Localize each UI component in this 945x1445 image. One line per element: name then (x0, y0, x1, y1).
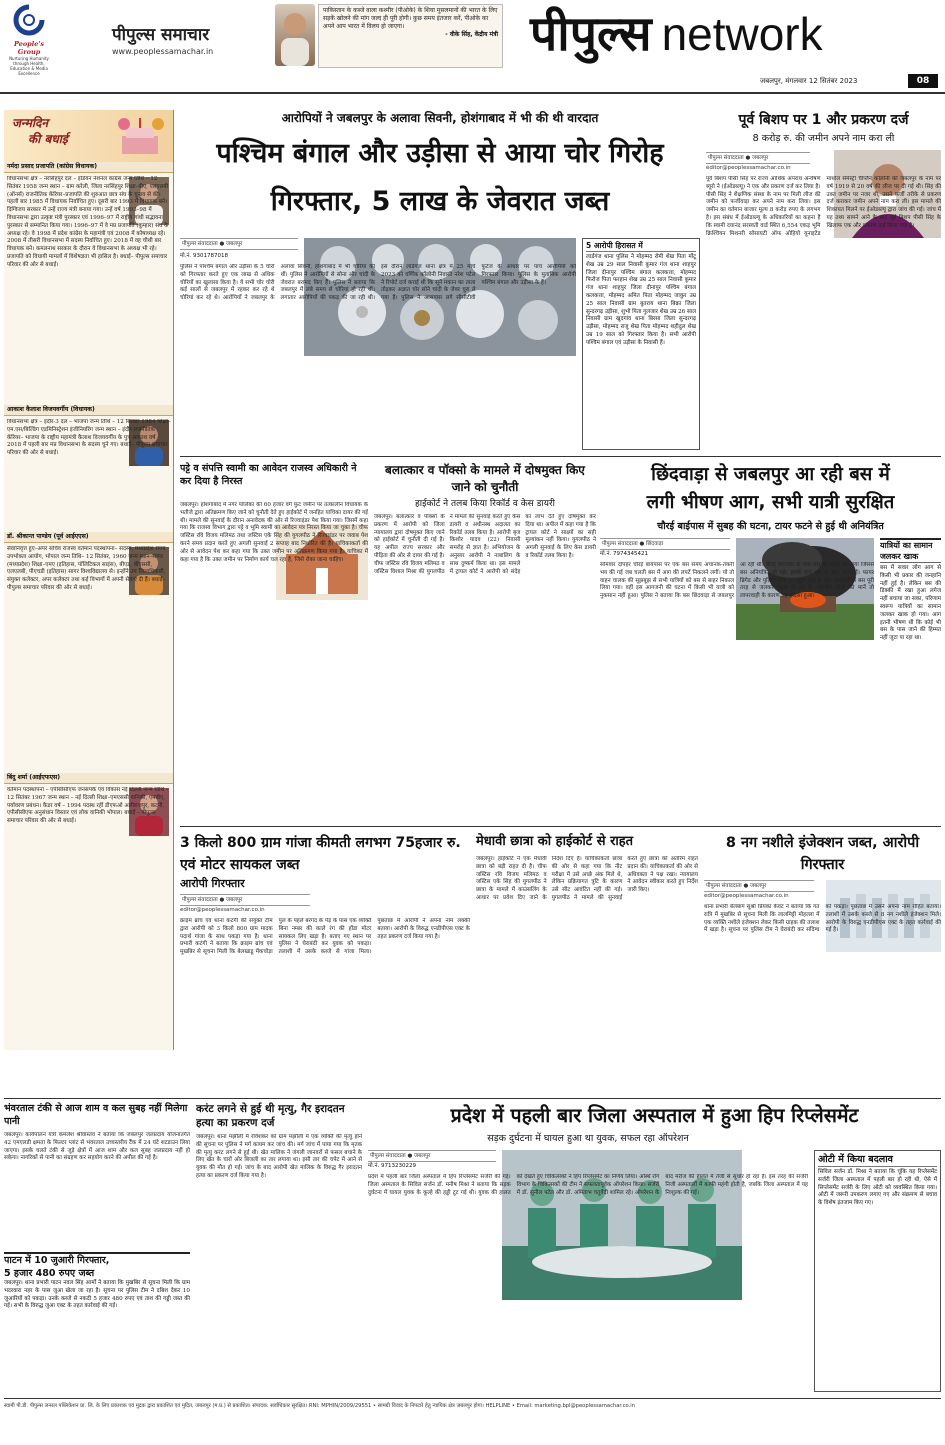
story1-box-body: लार्डगंज थाना पुलिस ने मोहम्मद रोमी शेख पिता मोंटू शेख उम्र 29 साल निवासी कुमार गंज थाना शाहपुर जिला दीनापुर पश्चिम बंगाल कलकत्ता, मोहम्मद फिरोज पिता फरहान शेख उम्र 25 साल निवासी कुमार गंज थाना शाहपुर जिला दीनापुर पश्चिम बंगाल कलकत्ता, मोहम्मद अमित पिता मोहम्मद जाकुर उम्र 25 साल निवासी ग्राम बुतराय थाना बिक्रा जिला सुन्दरगढ़ उड़ीसा, शुभो पिता गुलजार शेख उम्र 26 साल निवासी ग्राम खुदगांव थाना बिरसा जिला सुन्दरगढ़ उड़ीसा, मोहम्मद राजु शेख पिता मोहम्मद शहीदुल शेख उम्र 19 साल को गिरफ्तार किया है। सभी आरोपी पश्चिम बंगाल एवं उड़ीसा के निवासी हैं। (586, 254, 697, 346)
story7-body: जबलपुर। हाईकोर्ट ने एक मेधावी छात्रा को बड़ी राहत दी है। चीफ जस्टिस रवि विजय मलिमठ व जस्टिस एके सिंह की युगलपीठ ने छात्रा के मामले में काउंसलिंग के आधार पर प्रवेश दिए जाने के निर्देश दिए हैं। याचिकाकर्ता छात्रा की ओर से कहा गया कि नीट परीक्षा में उसे अच्छे अंक मिले थे, लेकिन प्रक्रियागत त्रुटि के कारण उसे सीट आवंटित नहीं की गई। युगलपीठ ने मामले की सुनवाई करते हुए छात्रा को अंतरिम राहत प्रदान की। याचिकाकर्ता की ओर से अधिवक्ता ने पक्ष रखा। न्यायालय ने आवेदन स्वीकार करते हुए निर्देश जारी किए। (476, 856, 698, 901)
story6-email[interactable]: editor@peoplessamachar.co.in (180, 907, 265, 913)
brand-name[interactable]: पीपुल्स समाचार (112, 25, 210, 45)
story8-body: थाना प्रभारी बेलबाग सुश्री प्रियंका केवट ने बताया कि गत रात्रि में मुखबिर से सूचना मिली कि लालमिट्टी मोहल्ला में एक व्यक्ति नशीले इंजेक्शन लेकर किसी ग्राहक की तलाश में खड़ा है। सूचना पर पुलिस टीम ने घेराबंदी कर संदिग्ध को पकड़ा। पूछताछ में उसने अपना नाम रोहित बताया। तलाशी में उसके कब्जे से 8 नग नशीले इंजेक्शन मिले। आरोपी के विरुद्ध एनडीपीएस एक्ट के तहत कार्रवाई की गई है। (704, 904, 941, 934)
story9-box-title: पाटन में 10 जुआरी गिरफ्तार, (4, 1255, 110, 1266)
website[interactable]: www.peoplessamachar.in (112, 47, 214, 56)
dateline: जबलपुर, मंगलवार 12 सितंबर 2023 (760, 77, 858, 85)
birthday-2 (4, 416, 173, 532)
story11-box-body: सिविल सर्जन डॉ. मिश्रा ने बताया कि चूंकि यह रिप्लेसमेंट सर्जरी जिला अस्पताल में पहली बार हो रही थी, ऐसे में सिप्लेसमेंट सर्जरी के लिए ओटी को व्यवस्थित किया गया। ओटी में जरूरी उपकरण लगाए गए और संक्रमण से बचाव के विशेष इंतजाम किए गए। (818, 1169, 937, 1207)
birthday-1-heading: नर्मदा प्रसाद प्रजापति (कांग्रेस विधायक) (4, 162, 173, 173)
story2-body: पूर्व बिशप पीसी सिंह पर राज्य आर्थिक अपराध अन्वेषण ब्यूरो ने (ईओडब्ल्यू) ने एक और प्रकरण दर्ज कर लिया है। पीसी सिंह ने शैक्षणिक संस्था के नाम पर मिली लीज की जमीन को फर्जीवाड़ा कर अपने नाम करा लिया। इस जमीन का वर्तमान बाजार मूल्य 8 करोड़ रुपए के लगभग है। इस संबंध में ईओडब्ल्यू के अधिकारियों का कहना है कि स्वामी दयानंद सरस्वती वार्ड स्थित 6,554 एकड़ भूमि क्रिश्चियन मिशनरी सोसायटी ऑफ ओहियो यूनाइटेड मार्थोल सेमेंस्ट्री चैप्लिन कॉलोनी को जबलपुर के नाम पर वर्ष 1919 से 20 वर्ष की लीज पर दी गई थी। सिंह की उक्त जमीन पर नजर थी, उसने फर्जी तरीके से प्रकरण दर्ज कराकर जमीन अपने नाम करा ली। इस मामले की शिकायत मिलने पर ईओडब्ल्यू द्वारा जांच की गई। जांच में यह तथ्य सामने आने के बाद पूर्व बिशप पीसी सिंह के खिलाफ एक और प्रकरण दर्ज किया गया है। (706, 176, 941, 237)
network-eng: network (661, 8, 823, 60)
birthday-2-heading: आकाश कैलाश विजयवर्गीय (विधायक) (4, 405, 173, 416)
quote-portrait (275, 4, 315, 66)
story-student-relief[interactable] (476, 832, 698, 1094)
story5-sidebar (880, 538, 941, 820)
birthday-column (4, 110, 174, 1050)
story-lease-application[interactable] (180, 462, 368, 822)
story1-byline: पीपुल्स संवाददाता ● जबलपुर (180, 238, 298, 250)
story8-byline: पीपुल्स संवाददाता ● जबलपुर (704, 880, 814, 892)
story-ganja[interactable] (180, 832, 470, 1094)
story2-email[interactable]: editor@peoplessamachar.co.in (706, 165, 791, 171)
story1-headline[interactable]: पश्चिम बंगाल और उड़ीसा से आया चोर गिरोह गिरफ्तार, 5 लाख के जेवरात जब्त (216, 138, 664, 217)
story5-byline: पीपुल्स संवाददाता ● छिंदवाड़ा (600, 538, 730, 550)
story9-box-body: जबलपुर। थाना प्रभारी पाटन नवल सिंह आर्मो ने बताया कि मुखबिर से सूचना मिली कि ग्राम भदरवारा नहर के पास जुआ खेला जा रहा है। सूचना पर पुलिस टीम ने दबिश देकर 10 जुआरियों को पकड़ा। उनके कब्जे से नकदी 5 हजार 480 रुपए एवं ताश की गड्डी जब्त की गई। सभी के विरुद्ध जुआ एक्ट के तहत कार्रवाई की गई। (4, 1280, 190, 1310)
birthday-2-body: विधानसभा क्षेत्र – इंदौर-3 दल – भाजपा जन्म तिथि – 12 सितंबर 1984 शिक्षा–एम.एस/बिल्डिंग एडमिनिस्ट्रेशन इंजीनियरिंग जन्म स्थान – इंदौर राजनीतिक कॅरियर– भाजपा के राष्ट्रीय महामंत्री कैलाश विजयवर्गीय के पुत्र आकाश वर्ष 2018 में पहली बार मप्र विधानसभा के सदस्य चुने गए। बधाई– पीपुल्स समाचार परिवार की ओर से बधाई। (7, 419, 171, 457)
story11-byline: पीपुल्स संवाददाता ● जबलपुर (368, 1150, 496, 1162)
story-bus-fire[interactable] (600, 462, 941, 822)
story3-body: जबलपुर। होशंगाबाद में नगर पालिका की 60 हजार वर्ग फुट जमीन पर तत्कालीन विधायक के भतीजे द्वारा अतिक्रमण किए जाने को चुनौती देते हुए हाईकोर्ट में जनहित याचिका दायर की गई थी। मामले की सुनवाई के दौरान अनावेदक की ओर से रिज्वाइंडर पेश किया गया। जिसमें कहा गया कि राजस्व विभाग द्वारा पट्टे व भूमि स्वामी का आवेदन पत्र निरस्त किया जा चुका है। चीफ जस्टिस रवि विजय मलिमठ तथा जस्टिस एके सिंह की युगलपीठ ने रिज्वाइंडर पर जवाब पेश करने समय प्रदान करते हुए अगली सुनवाई 2 सप्ताह बाद निर्धारित की है। याचिकाकर्ता की ओर से आवेदन पेश कर कहा गया कि उक्त जमीन पर अतिक्रमण किया गया है। याचिका में कहा गया है कि उक्त जमीन पर निर्माण कार्य चल रहा है, जिसे रोका जाना चाहिए। (180, 502, 368, 563)
birthday-3 (4, 543, 173, 773)
story8-headline[interactable]: 8 नग नशीले इंजेक्शन जब्त, आरोपी गिरफ्तार (725, 835, 920, 873)
story9-headline[interactable]: भंवरताल टंकी से आज शाम व कल सुबह नहीं मिलेगा पानी (4, 1103, 188, 1127)
story6-subhead: आरोपी गिरफ्तार (180, 877, 245, 890)
birthday-4 (4, 784, 173, 1044)
story5-headline-2[interactable]: लगी भीषण आग, सभी यात्री सुरक्षित (646, 492, 895, 513)
birthday-title-1: जन्मदिन (12, 116, 49, 130)
story5-box-body: बस में सवार लोग आग से किसी भी प्रकार की जनहानि नहीं हुई है। लेकिन बस की डिक्की में रखा हुआ लगेज नहीं बचाया जा सका, परिणाम स्वरूप यात्रियों का सामान जलकर खाक हो गया। आग इतनी भीषण थी कि कोई भी बस के पास जाने की हिम्मत नहीं जुटा पा रहा था। (880, 565, 941, 642)
story5-box-title: यात्रियों का सामान जलकर खाक (880, 538, 941, 563)
masthead-rule (0, 92, 945, 94)
story1-mobile: मो.नं. 9301787018 (180, 253, 229, 259)
story11-box-title: ओटी में किया बदलाव (818, 1153, 937, 1167)
story4-headline[interactable]: बलात्कार व पॉक्सो के मामले में दोषमुक्त किए जाने को चुनौती (385, 463, 585, 494)
minister-photo-icon (275, 4, 315, 66)
birthday-3-heading: डॉ. श्रीकान्त पाण्डेय (पूर्व आईएएस) (4, 532, 173, 543)
network-logo (530, 2, 940, 72)
story5-subhead: चौरई बाईपास में सुबह की घटना, टायर फटने से हुई थी अनियंत्रित (657, 521, 884, 532)
story-thief-gang[interactable] (180, 110, 700, 450)
rule-2 (180, 826, 941, 827)
cake-icon (114, 116, 166, 158)
network-hindi: पीपुल्स (530, 6, 652, 62)
story6-headline[interactable]: 3 किलो 800 ग्राम गांजा कीमती लगभग 75हजार रु. एवं मोटर सायकल जब्त (180, 835, 461, 873)
footer-rule (4, 1398, 941, 1399)
birthday-1-body: विधानसभा क्षेत्र – नरसिंहपुर दल – इंडियन नेशनल कांग्रेस जन्म तिथि – 12 सितंबर 1958 जन्म स्थान – ग्राम करेली, जिला नरसिंहपुर शिक्षा–बीए, एलएलबी (ऑनर्स) राजनीतिक कॅरियर–प्रजापति की शुरुआत छात्र संघ के चुनाव से की। पहली बार 1985 में विधायक निर्वाचित हुए। दूसरी बार 1993 में विधायक बने। दिग्विजय सरकार में उन्हें राज्य मंत्री बनाया गया। उन्हें वर्ष 1993–98 में विधानसभा द्वारा उत्कृष्ट मंत्री पुरस्कार एवं 1996–97 में राष्ट्रीय गांधी सद्भावना पुरस्कार से सम्मानित किया गया। 1996–97 में वे मप्र प्रजापति (कुम्हार) संघ के अध्यक्ष रहे। वे 1998 में प्रदेश कांग्रेस के महामंत्री एवं 2008 में कोषाध्यक्ष रहे। 2008 में तीसरी विधानसभा में सदस्य निर्वाचित हुए। 2018 में वह चौथी बार विधायक बने। कमलनाथ सरकार के दौरान वे विधानसभा के अध्यक्ष भी रहे। प्रजापति को विधायी मामलों में विशेषज्ञता भी हासिल है। बधाई– पीपुल्स समाचार परिवार की ओर से बधाई। (7, 176, 169, 268)
story3-headline[interactable]: पट्टे व संपत्ति स्वामी का आवेदन राजस्व अधिकारी ने कर दिया है निरस्त (180, 463, 357, 487)
story6-body: क्राइम ब्रांच एवं थाना कटंगी की संयुक्त टीम द्वारा आरोपी को 3 किलो 800 ग्राम मादक पदार्थ गांजा के साथ पकड़ा गया है। थाना प्रभारी कटंगी ने बताया कि क्राइम ब्रांच एवं मुखबिर से सूचना मिली कि बेलखाडू मेंकचोड़ा पुल के पहले बरगद के पेड़ के पास एक व्यक्ति बिना नम्बर की काले रंग की होंडा मोटर सायकल लिए खड़ा है। बताए गए स्थान पर पुलिस ने घेराबंदी कर युवक को पकड़ा। तलाशी में उसके कब्जे से गांजा मिला। पूछताछ में आरोपी ने अपना नाम लक्की बताया। आरोपी के विरुद्ध एनडीपीएस एक्ट के तहत प्रकरण दर्ज किया गया है। (180, 918, 470, 956)
story11-subhead: सड़क दुर्घटना में घायल हुआ था युवक, सफल रहा ऑपरेशन (487, 1133, 689, 1144)
story7-headline[interactable]: मेधावी छात्रा को हाईकोर्ट से राहत (476, 834, 634, 849)
imprint-footer: स्वामी पी.डी. पीपुल्स जनरल पब्लिकेशन प्रा. लि. के लिए प्रकाशक एवं मुद्रक द्वारा प्रकाशित एवं मुद्रित, जबलपुर (म.प्र.) से प्रकाशित। संपादक: सर्वाधिकार सुरक्षित। RNI: MPHIN/2009/29551 • सामग्री विवाद के निपटारे हेतु न्यायिक क्षेत्र जबलपुर होगा। HELPLINE • Email: marketing.bpl@peoplessamachar.co.in (4, 1403, 636, 1409)
story9-body: जबलपुर। कार्यपालन यंत्री कमलेश श्रीवास्तव ने बताया कि जबलपुर जलप्रदाय योजनांतर्गत 42 एमएलडी क्षमता के फिल्टर प्लांट से भंवरताल उच्चस्तरीय टैंक में 24 घंटे शटडाउन लिया जाएगा। इसके चलते टंकी से जुड़े क्षेत्रों में आज शाम और कल सुबह जलप्रदाय नहीं हो सकेगा। नागरिकों से पानी का संग्रहण कर सहयोग करने की अपील की गई है। (4, 1132, 190, 1162)
story-injection[interactable] (704, 832, 941, 1094)
story1-accused-box (582, 238, 700, 450)
story5-headline-1[interactable]: छिंदवाड़ा से जबलपुर आ रही बस में (651, 464, 890, 485)
page-number: 08 (908, 74, 938, 88)
story6-byline: पीपुल्स संवाददाता ● जबलपुर (180, 894, 310, 906)
story5-body: सोमवार दोपहर चौरई बायपास पर एक बस समय अचानक-तकरी भय की गई जब चलती बस में आग की लपटें निकलने लगीं। यो तो वाहन चालक की सूझबूझ से सभी यात्रियों को बस से बाहर निकाल लिया गया। वहीं इस आगजनी की घटना में किसी भी यात्री को नुकसान नहीं हुआ। पुलिस ने बताया कि बस छिंदवाड़ा से जबलपुर आ रही थी। चौरई बायपास के पास बस का टायर फट गया जिससे बस अनियंत्रित हो गई। इसके बाद बस में आग लग गई। फायर ब्रिगेड और पुलिस मौके पर पहुंच गया है। इस आगजनी में बस पूरी तरह से जलकर खाक हो गई है। स्थानीय लोगों की मानें तो लापरवाही के कारण यह हादसा हुआ। (600, 562, 874, 600)
story2-byline: पीपुल्स संवाददाता ● जबलपुर (706, 152, 810, 164)
story-water-supply[interactable] (4, 1102, 190, 1394)
story1-kicker: आरोपियों ने जबलपुर के अलावा सिवनी, होशंगाबाद में भी की थी वारदात (281, 111, 599, 125)
story5-mobile: मो.नं. 7974345421 (600, 551, 649, 557)
story11-body: प्रदेश में पहली बार जिला अस्पताल में हिप रिप्लेसमेंट सर्जरी की गई। जिला अस्पताल के सिविल सर्जन डॉ. मनीष मिश्रा ने बताया कि सड़क दुर्घटना में घायल युवक के कूल्हे की हड्डी टूट गई थी। युवक की हालत को देखते हुए चिकित्सकों ने हिप रिप्लेसमेंट का निर्णय लिया। अस्थि रोग विभाग के चिकित्सकों की टीम ने सफलतापूर्वक ऑपरेशन किया। सर्जरी में डॉ. सुनील पटेल और डॉ. अमिताभ चतुर्वेदी शामिल रहे। ऑपरेशन के बाद मरीज की हालत में तेजी से सुधार हो रहा है। इस तरह की सर्जरी निजी अस्पतालों में काफी महंगी होती है, जबकि जिला अस्पताल में यह निःशुल्क की गई। (368, 1174, 808, 1196)
masthead (0, 0, 945, 100)
story9-gambling-box (4, 1252, 190, 1394)
story4-body: जबलपुर। बलात्कार व पॉक्सो के प्रकरण में आरोपी को जिला न्यायालय द्वारा दोषमुक्त किए जाने को हाईकोर्ट में चुनौती दी गई है। यह अपील राज्य सरकार और पीड़िता की ओर से दायर की गई है। चीफ जस्टिस रवि विजय मलिमठ व जस्टिस विशाल मिश्रा की युगलपीठ ने मामले की सुनवाई करते हुए केस डायरी व अधीनस्थ अदालत का रिकॉर्ड तलब किया है। आरोपी बृज किशोर यादव (22) निवासी समरोह से ज्ञात है। अभियोजन के अनुसार आरोपी ने नाबालिग के साथ दुष्कर्म किया था। इस मामले में ट्रायल कोर्ट ने आरोपी को संदेह का लाभ देते हुए दोषमुक्त कर दिया था। अपील में कहा गया है कि ट्रायल कोर्ट ने साक्ष्यों का सही मूल्यांकन नहीं किया। युगलपीठ ने अगली सुनवाई के लिए केस डायरी व रिकॉर्ड तलब किया है। (374, 514, 596, 575)
story2-headline[interactable]: पूर्व बिशप पर 1 और प्रकरण दर्ज (738, 112, 909, 128)
rule-3 (4, 1098, 941, 1099)
story1-box-title: 5 आरोपी हिरासत में (586, 241, 696, 252)
group-tagline: Nurturing Humanity through Health, Education & Media Excellence (9, 56, 49, 76)
story11-headline[interactable]: प्रदेश में पहली बार जिला अस्पताल में हुआ हिप रिप्लेसमेंट (450, 1104, 859, 1127)
birthday-1 (4, 173, 173, 405)
birthday-banner (4, 110, 173, 162)
group-logo-icon (12, 4, 46, 40)
story-hip-replacement[interactable] (368, 1102, 941, 1394)
birthday-4-heading: बिंदु शर्मा (आईएफएस) (4, 773, 173, 784)
quote-author: - वीके सिंह, केंद्रीय मंत्री (445, 31, 498, 38)
story10-body: जबलपुर। थाना मझौली में रविशंकर को ग्राम मझौली में एक व्यक्ति की मृत्यु होने की सूचना पर पुलिस ने मर्ग कायम कर जांच की। मर्ग जांच में पाया गया कि मृतक की मृत्यु करंट लगने से हुई थी। खेत मालिक ने जंगली जानवरों से फसल बचाने के लिए खेत के चारों ओर बिजली का तार लगाया था। इसी तार की चपेट में आने से युवक की मौत हो गई। जांच के बाद आरोपी खेत मालिक के विरुद्ध गैर इरादतन हत्या का प्रकरण दर्ज किया गया है। (196, 1134, 362, 1179)
story1-body: पुलिस ने पश्चिम बंगाल और उड़ीसा के 5 चोरों को गिरफ्तार करते हुए एक लाख से अधिक चोरियों का खुलासा किया है। ये सभी चोर चोरी कई सालों से जबलपुर में रहकर कर रहे थे चोरियां कर रहे थे। आरोपियों ने जबलपुर के अलावा सिवनी, होशंगाबाद में भी चोरियां की थीं। पुलिस ने आरोपियों से सोना और चांदी के जेवरात बरामद किए हैं। पुलिस ने बताया कि जबलपुर में लंबे समय से चोरियां हो रही थीं। लगातार आरोपियों की पकड़ की जा रही थी। इस दौरान लार्डगंज थाना क्षेत्र में 25 मार्च 2023 को वर्णिक कॉलोनी निवासी नरेश पटेल ने रिपोर्ट दर्ज कराई थी कि सूने मकान का ताला तोड़कर अज्ञात चोर सोने चांदी के जेवर चुरा ले गया है। पुलिस ने आसपास लगे सीसीटीवी फुटेज के आधार पर पांच आरोपियों को गिरफ्तार किया। पुलिस के मुताबिक आरोपी पश्चिम बंगाल और उड़ीसा के हैं। (180, 264, 576, 302)
peoples-group-logo[interactable] (6, 4, 52, 90)
story4-subhead: हाईकोर्ट ने तलब किया रिकॉर्ड व केस डायरी (415, 499, 555, 509)
story11-ot-box (814, 1150, 941, 1392)
birthday-title-2: की बधाई (28, 132, 68, 146)
story8-email[interactable]: editor@peoplessamachar.co.in (704, 893, 789, 899)
story-electrocution[interactable] (196, 1102, 362, 1394)
group-name: People's Group (14, 40, 44, 56)
quote-box (318, 4, 503, 68)
story11-mobile: मो.नं. 9713230229 (368, 1163, 417, 1169)
rule-1 (180, 456, 941, 457)
story10-headline[interactable]: करंट लगने से हुई थी मृत्यु, गैर इरादतन हत्या का प्रकरण दर्ज (196, 1103, 345, 1129)
brand-block (112, 24, 272, 74)
birthday-3-body: सेवानिवृत्त हुए–अपर सचिव राजस्व वर्तमान पदस्थापना– सदस्य, मध्यप्रदेश राज्य उपभोक्ता आयोग, भोपाल जन्म तिथि– 12 सितंबर, 1960 जन्म स्थान–सागर (मध्यप्रदेश) शिक्षा–एमए (इतिहास, पॉलिटिकल साइंस), बीएड, बीएससी, एलएलबी, पीएचडी (इतिहास) सागर विश्वविद्यालय से। इन्होंने उप जिलाधिकारी, संयुक्त कलेक्टर, अपर कलेक्टर तथा कई विभागों में अपनी सेवाएं दी हैं। बधाई– पीपुल्स समाचार परिवार की ओर से बधाई। (7, 546, 166, 591)
story9-box-subtitle: 5 हजार 480 रुपए जब्त (4, 1268, 95, 1279)
story-pocso[interactable] (374, 462, 596, 822)
quote-text: पाकिस्तान के कब्जे वाला कश्मीर (पीओके) के शिया मुसलमानों की भारत के लिए सड़कें खोलने की मांग जल्द ही पूरी होगी। कुछ समय इंतजार करें, पीओके का अपने आप भारत में विलय हो जाएगा। (323, 7, 498, 30)
story2-subhead: 8 करोड़ रु. की जमीन अपने नाम करा ली (752, 133, 895, 144)
story-bishop[interactable] (706, 110, 941, 450)
birthday-4-body: वर्तमान पदस्थापना – एपीसीसीएफ जनसंपर्क एवं विकास नई दिल्ली जन्म तिथि – 12 सितंबर 1967 जन्म स्थान – नई दिल्ली शिक्षा–एमएससी वानिकी, एमबीए, पर्यावरण प्रबंधन। कैडर वर्ष – 1994 पदस्थ रहीं डीएफओ अलीराजपुर, कटनी, एपीसीसीएफ अनुसंधान विस्तार एवं लोक वानिकी भोपाल। बधाई – पीपुल्स समाचार परिवार की ओर से बधाई। (7, 787, 169, 825)
